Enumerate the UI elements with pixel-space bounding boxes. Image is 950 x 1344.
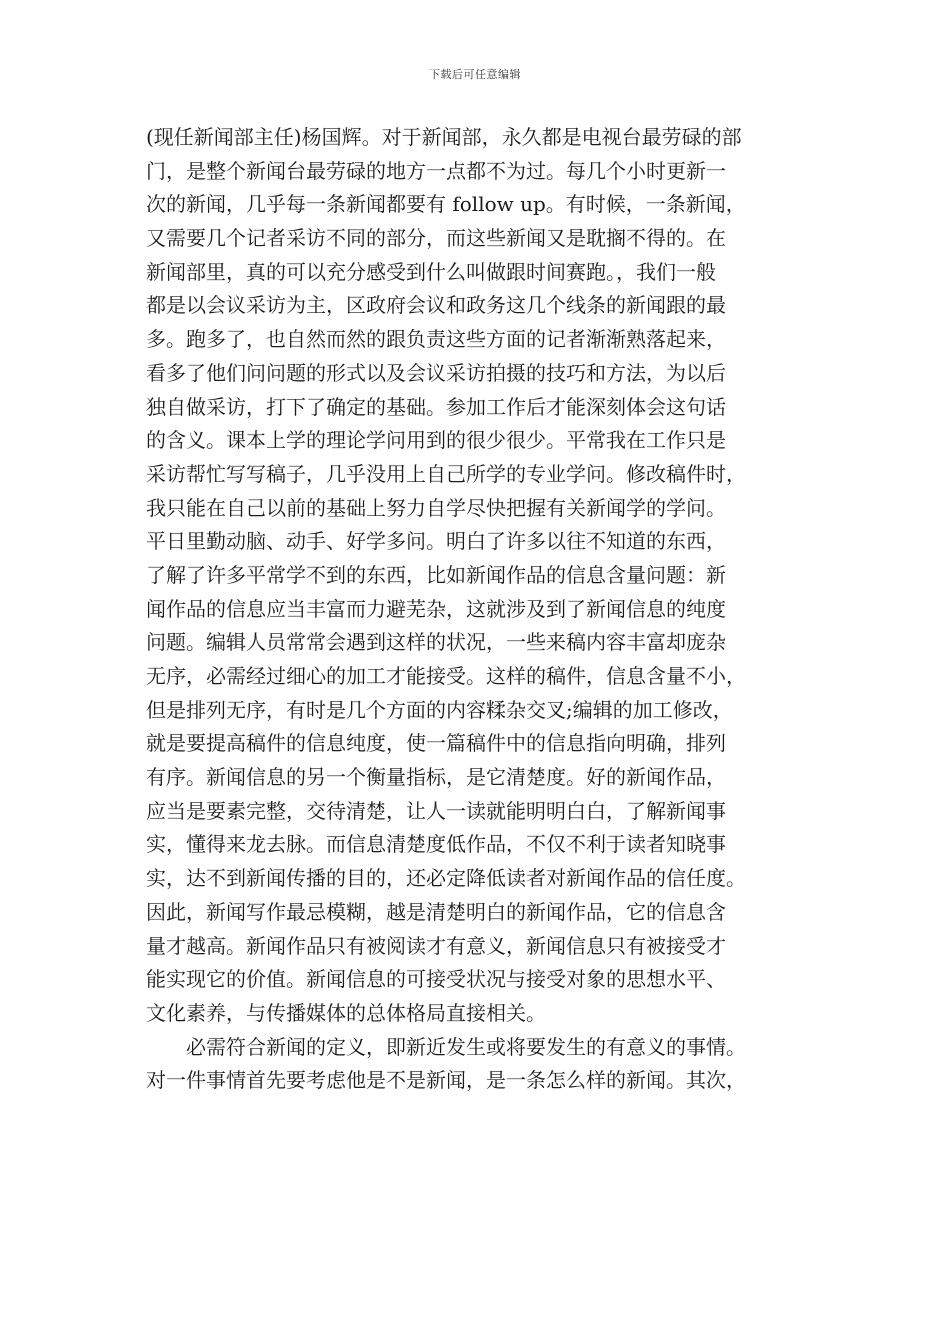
text-line: 独自做采访，打下了确定的基础。参加工作后才能深刻体会这句话 (146, 394, 726, 419)
text-line: 实，达不到新闻传播的目的，还必定降低读者对新闻作品的信任度。 (146, 866, 746, 891)
text-line: 的含义。课本上学的理论学问用到的很少很少。平常我在工作只是 (146, 428, 726, 453)
text-line: (现任新闻部主任)杨国辉。对于新闻部，永久都是电视台最劳碌的部 (146, 125, 742, 149)
text-line: 看多了他们问问题的形式以及会议采访拍摄的技巧和方法，为以后 (146, 360, 726, 385)
text-line: 平日里勤动脑、动手、好学多问。明白了许多以往不知道的东西， (146, 529, 726, 554)
text-line: 量才越高。新闻作品只有被阅读才有意义，新闻信息只有被接受才 (146, 933, 726, 958)
text-line: 又需要几个记者采访不同的部分，而这些新闻又是耽搁不得的。在 (146, 226, 726, 251)
text-line: 实，懂得来龙去脉。而信息清楚度低作品，不仅不利于读者知晓事 (146, 832, 726, 857)
text-line: 采访帮忙写写稿子，几乎没用上自己所学的专业学问。修改稿件时， (146, 461, 746, 486)
body-text (146, 121, 826, 1098)
text-line: 门，是整个新闻台最劳碌的地方一点都不为过。每几个小时更新一 (146, 158, 726, 183)
paragraph-start-line: 必需符合新闻的定义，即新近发生或将要发生的有意义的事情。 (186, 1034, 746, 1059)
text-line: 了解了许多平常学不到的东西，比如新闻作品的信息含量问题：新 (146, 562, 726, 587)
text-line: 闻作品的信息应当丰富而力避芜杂，这就涉及到了新闻信息的纯度 (146, 596, 726, 621)
text-line: 无序，必需经过细心的加工才能接受。这样的稿件，信息含量不小， (146, 664, 746, 688)
text-line: 我只能在自己以前的基础上努力自学尽快把握有关新闻学的学问。 (146, 495, 726, 520)
text-line: 因此，新闻写作最忌模糊，越是清楚明白的新闻作品，它的信息含 (146, 899, 726, 924)
text-line: 问题。编辑人员常常会遇到这样的状况，一些来稿内容丰富却庞杂 (146, 630, 726, 655)
text-line: 都是以会议采访为主，区政府会议和政务这几个线条的新闻跟的最 (146, 293, 726, 318)
text-line: 新闻部里，真的可以充分感受到什么叫做跟时间赛跑。，我们一般 (146, 259, 716, 284)
text-line: 多。跑多了，也自然而然的跟负责这些方面的记者渐渐熟落起来， (146, 327, 726, 352)
page-header: 下载后可任意编辑 (429, 68, 521, 81)
text-line: 但是排列无序，有时是几个方面的内容糅杂交叉;编辑的加工修改， (146, 697, 733, 722)
text-line: 应当是要素完整，交待清楚，让人一读就能明明白白，了解新闻事 (146, 798, 726, 823)
text-line: 就是要提高稿件的信息纯度，使一篇稿件中的信息指向明确，排列 (146, 731, 726, 756)
text-line: 有序。新闻信息的另一个衡量指标，是它清楚度。好的新闻作品， (146, 765, 726, 790)
text-line: 能实现它的价值。新闻信息的可接受状况与接受对象的思想水平、 (146, 967, 726, 992)
text-line: 文化素养，与传播媒体的总体格局直接相关。 (146, 1000, 546, 1025)
text-line: 次的新闻，几乎每一条新闻都要有 follow up。有时候，一条新闻， (146, 192, 746, 217)
text-line: 对一件事情首先要考虑他是不是新闻，是一条怎么样的新闻。其次， (146, 1068, 746, 1093)
